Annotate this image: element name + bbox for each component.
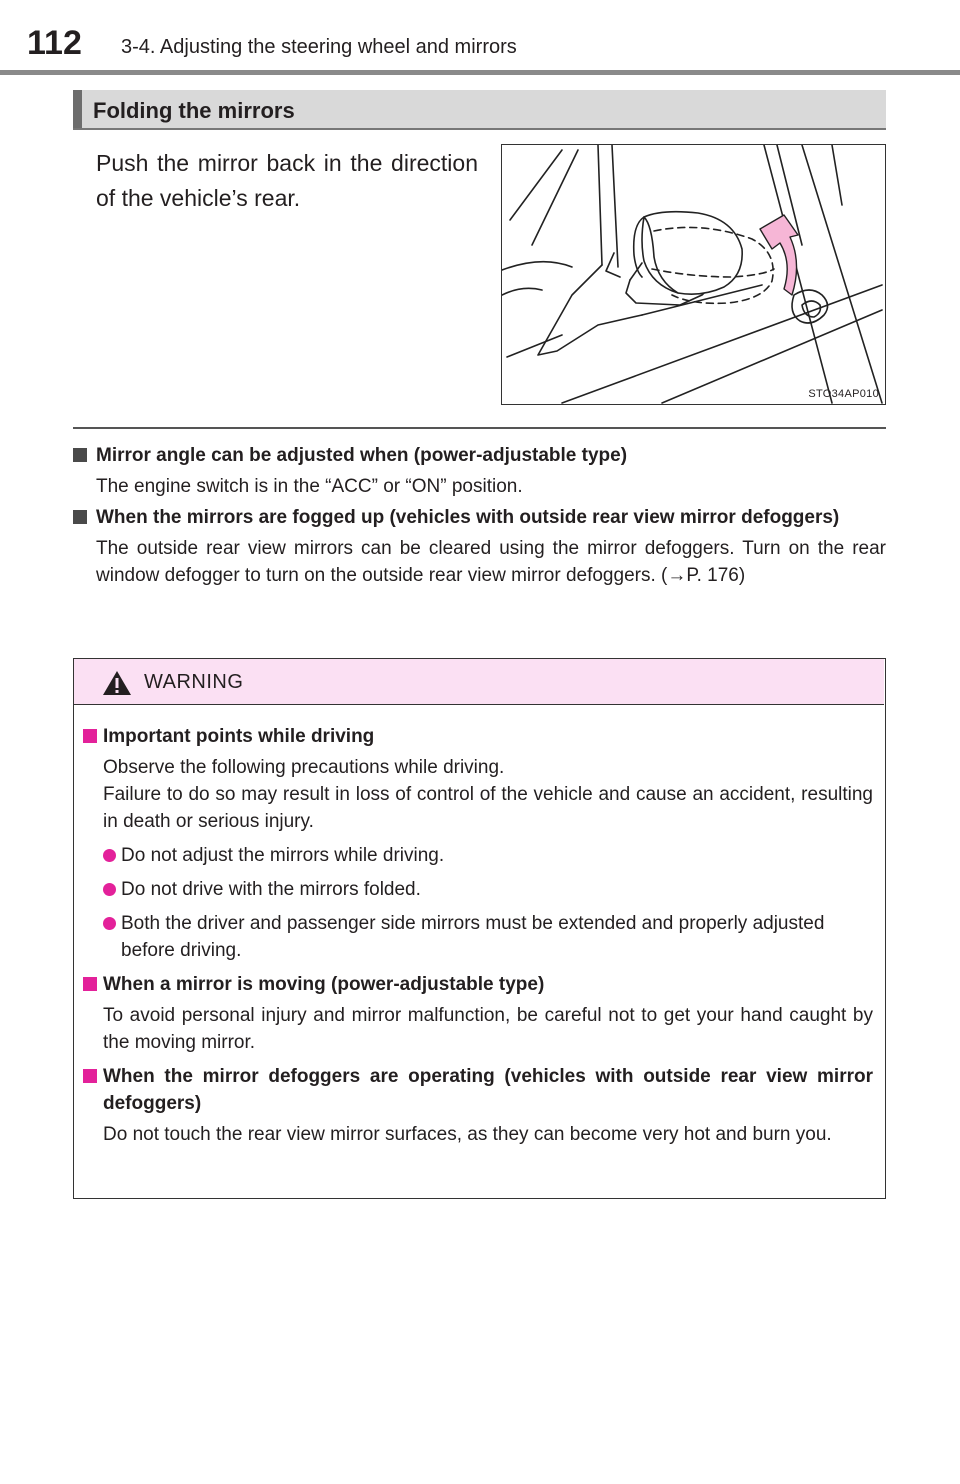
section-title: Folding the mirrors bbox=[93, 98, 295, 123]
warning-item-defoggers bbox=[83, 1063, 873, 1148]
header-rule bbox=[0, 70, 960, 75]
note-title-text: When the mirrors are fogged up (vehicles with outside rear view mirror defoggers) bbox=[96, 507, 840, 528]
warning-item-body: Do not touch the rear view mirror surfaces, as they can become very hot and burn you. bbox=[103, 1124, 832, 1145]
warning-item-title-text: When a mirror is moving (power-adjustable type) bbox=[103, 974, 545, 995]
warning-item-title-text: Important points while driving bbox=[103, 726, 375, 747]
chapter-title: 3-4. Adjusting the steering wheel and mirrors bbox=[121, 36, 517, 58]
warning-bullet bbox=[83, 876, 873, 903]
section-heading-bar bbox=[73, 90, 886, 130]
square-bullet-icon bbox=[83, 1069, 97, 1083]
mirror-illustration-svg bbox=[502, 145, 886, 405]
page-header bbox=[0, 0, 960, 76]
warning-triangle-icon bbox=[102, 670, 132, 696]
warning-bullet-text: Do not drive with the mirrors folded. bbox=[121, 879, 421, 900]
circle-bullet-icon bbox=[103, 917, 116, 930]
mirror-fold-illustration bbox=[501, 144, 886, 405]
square-bullet-icon bbox=[73, 510, 87, 524]
warning-bullet bbox=[83, 842, 873, 869]
note-power-adjust bbox=[73, 442, 886, 500]
warning-label: WARNING bbox=[144, 671, 244, 693]
warning-item-title-text: When the mirror defoggers are operating (vehicles with outside rear view mirror defoggers) bbox=[103, 1066, 873, 1114]
warning-box bbox=[73, 658, 886, 1199]
note-body: The engine switch is in the “ACC” or “ON” position. bbox=[96, 476, 523, 497]
circle-bullet-icon bbox=[103, 883, 116, 896]
square-bullet-icon bbox=[73, 448, 87, 462]
note-fogged-mirrors bbox=[73, 504, 886, 589]
warning-item-body: Observe the following precautions while driving. bbox=[103, 757, 505, 778]
note-title-text: Mirror angle can be adjusted when (power-adjustable type) bbox=[96, 445, 628, 466]
figure-code: STO34AP010 bbox=[808, 388, 879, 400]
warning-bullet-text: Both the driver and passenger side mirrors must be extended and properly adjusted before driving. bbox=[121, 913, 825, 961]
section-accent bbox=[73, 90, 82, 128]
warning-item-title bbox=[83, 723, 873, 750]
warning-item-moving-mirror bbox=[83, 971, 873, 1056]
note-body: The outside rear view mirrors can be cleared using the mirror defoggers. Turn on the rear window defogger to turn on the outside rear view mirror defoggers. (→P. 176) bbox=[96, 538, 886, 586]
page-number: 112 bbox=[27, 24, 82, 62]
warning-header bbox=[74, 659, 884, 705]
warning-bullet bbox=[83, 910, 873, 964]
warning-item-body: To avoid personal injury and mirror malfunction, be careful not to get your hand caught by the moving mirror. bbox=[103, 1005, 873, 1053]
note-title bbox=[73, 442, 886, 469]
warning-item-title bbox=[83, 971, 873, 998]
curved-arrow-icon bbox=[760, 215, 798, 295]
circle-bullet-icon bbox=[103, 849, 116, 862]
warning-item-driving bbox=[83, 723, 873, 964]
square-bullet-icon bbox=[83, 977, 97, 991]
warning-item-body: Failure to do so may result in loss of control of the vehicle and cause an accident, resulting in death or serious injury. bbox=[103, 784, 873, 832]
square-bullet-icon bbox=[83, 729, 97, 743]
warning-item-title bbox=[83, 1063, 873, 1117]
note-title bbox=[73, 504, 886, 531]
section-divider bbox=[73, 427, 886, 429]
intro-text: Push the mirror back in the direction of the vehicle’s rear. bbox=[96, 150, 478, 211]
warning-bullet-text: Do not adjust the mirrors while driving. bbox=[121, 845, 445, 866]
